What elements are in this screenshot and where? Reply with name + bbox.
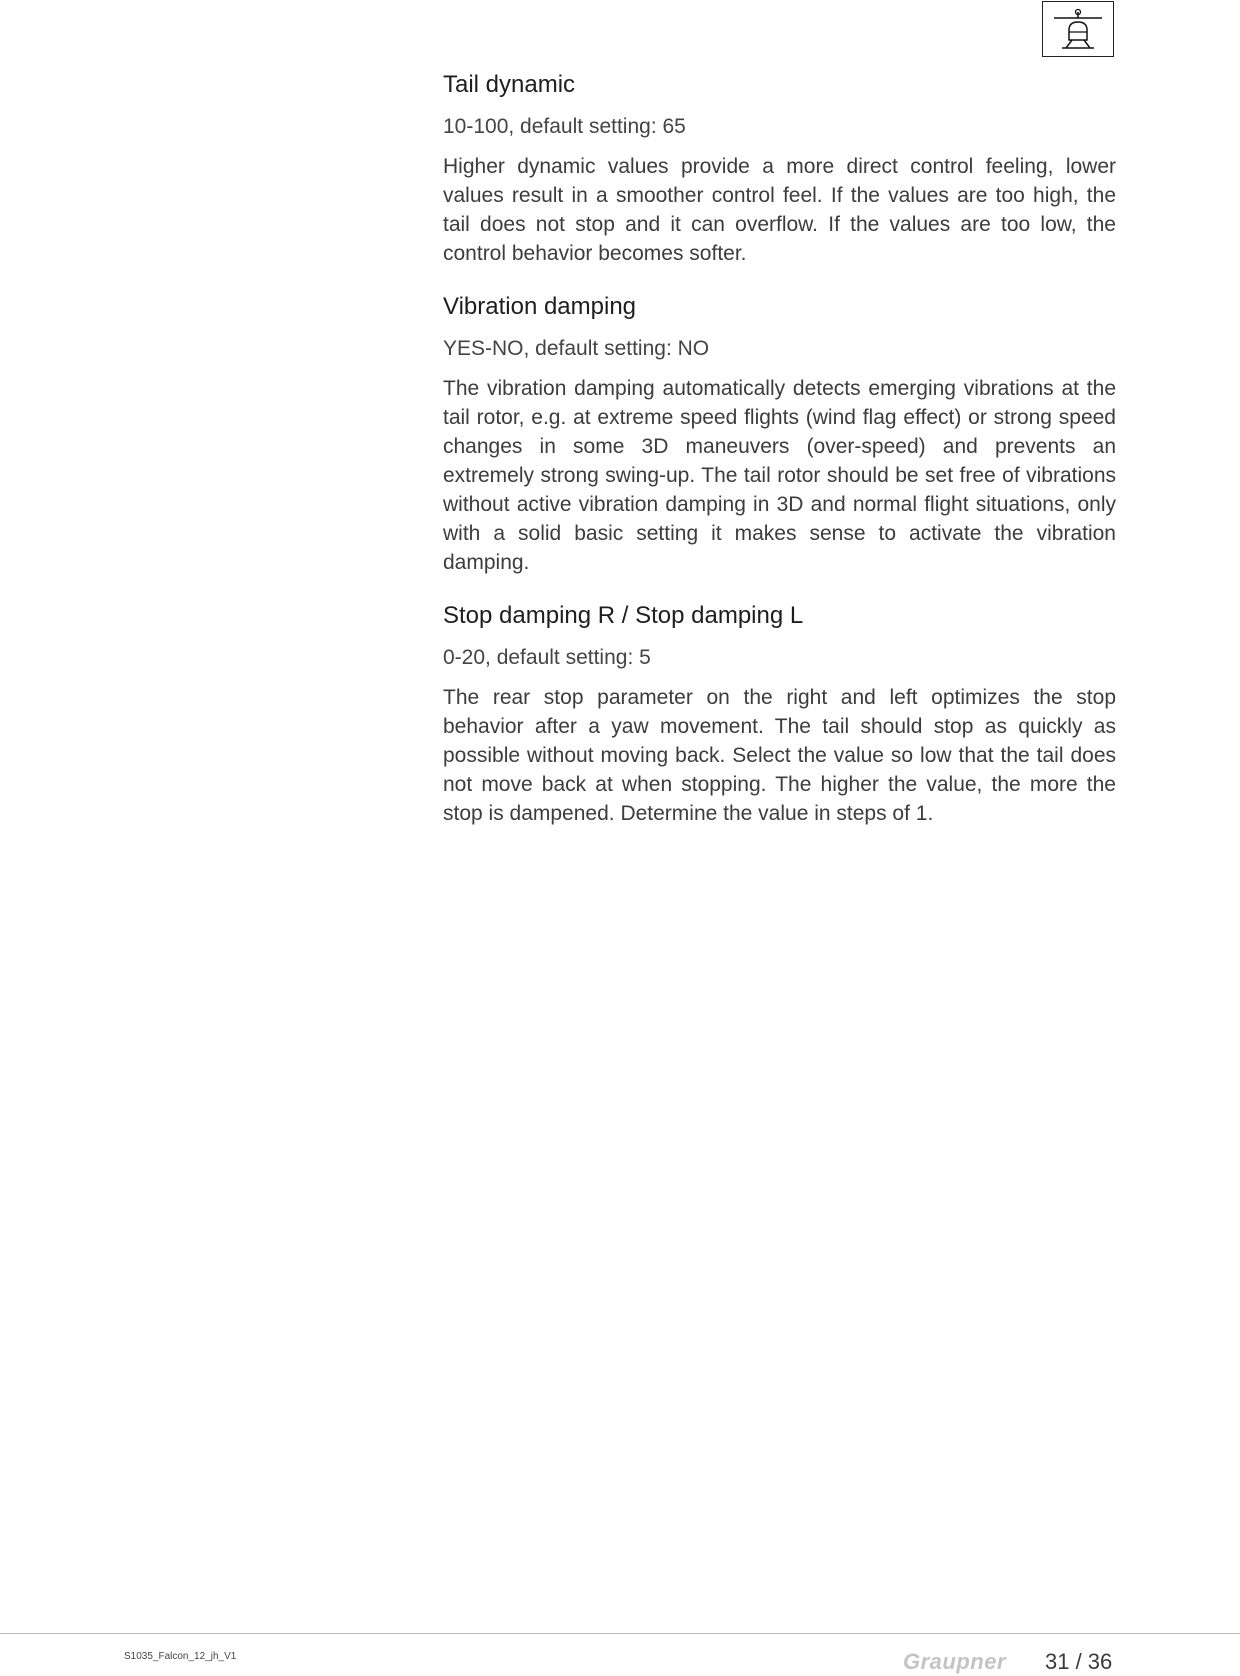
section-title: Tail dynamic xyxy=(443,71,576,98)
setting-range: 10-100, default setting: 65 xyxy=(443,115,686,138)
main-content xyxy=(443,68,1116,850)
helicopter-icon xyxy=(1042,1,1114,57)
section-body: The rear stop parameter on the right and left optimizes the stop behavior after a yaw movement. The tail should stop as quickly as possible without moving back. Select the value so low that the tail does not move back at when stopping. The higher the value, the more the stop is dampened. Determine the value in steps of 1. xyxy=(443,686,1116,825)
setting-range: YES-NO, default setting: NO xyxy=(443,337,710,360)
section-stop-damping xyxy=(443,599,1116,828)
helicopter-drawing xyxy=(1052,6,1104,52)
section-title: Vibration damping xyxy=(443,293,637,320)
section-tail-dynamic xyxy=(443,68,1116,268)
section-title: Stop damping R / Stop damping L xyxy=(443,602,804,629)
page-number: 31 / 36 xyxy=(1045,1649,1113,1674)
section-vibration-damping xyxy=(443,290,1116,577)
document-id: S1035_Falcon_12_jh_V1 xyxy=(124,1651,237,1662)
section-body: The vibration damping automatically detects emerging vibrations at the tail rotor, e.g. at extreme speed flights (wind flag effect) or strong speed changes in some 3D maneuvers (over-speed) and prevents an extremely strong swing-up. The tail rotor should be set free of vibrations without active vibration damping in 3D and normal flight situations, only with a solid basic setting it makes sense to activate the vibration damping. xyxy=(443,377,1116,574)
brand-logo: Graupner xyxy=(903,1649,1007,1674)
footer-divider xyxy=(0,1633,1240,1634)
section-body: Higher dynamic values provide a more direct control feeling, lower values result in a smoother control feel. If the values are too high, the tail does not stop and it can overflow. If the values are too low, the control behavior becomes softer. xyxy=(443,155,1116,265)
setting-range: 0-20, default setting: 5 xyxy=(443,646,651,669)
